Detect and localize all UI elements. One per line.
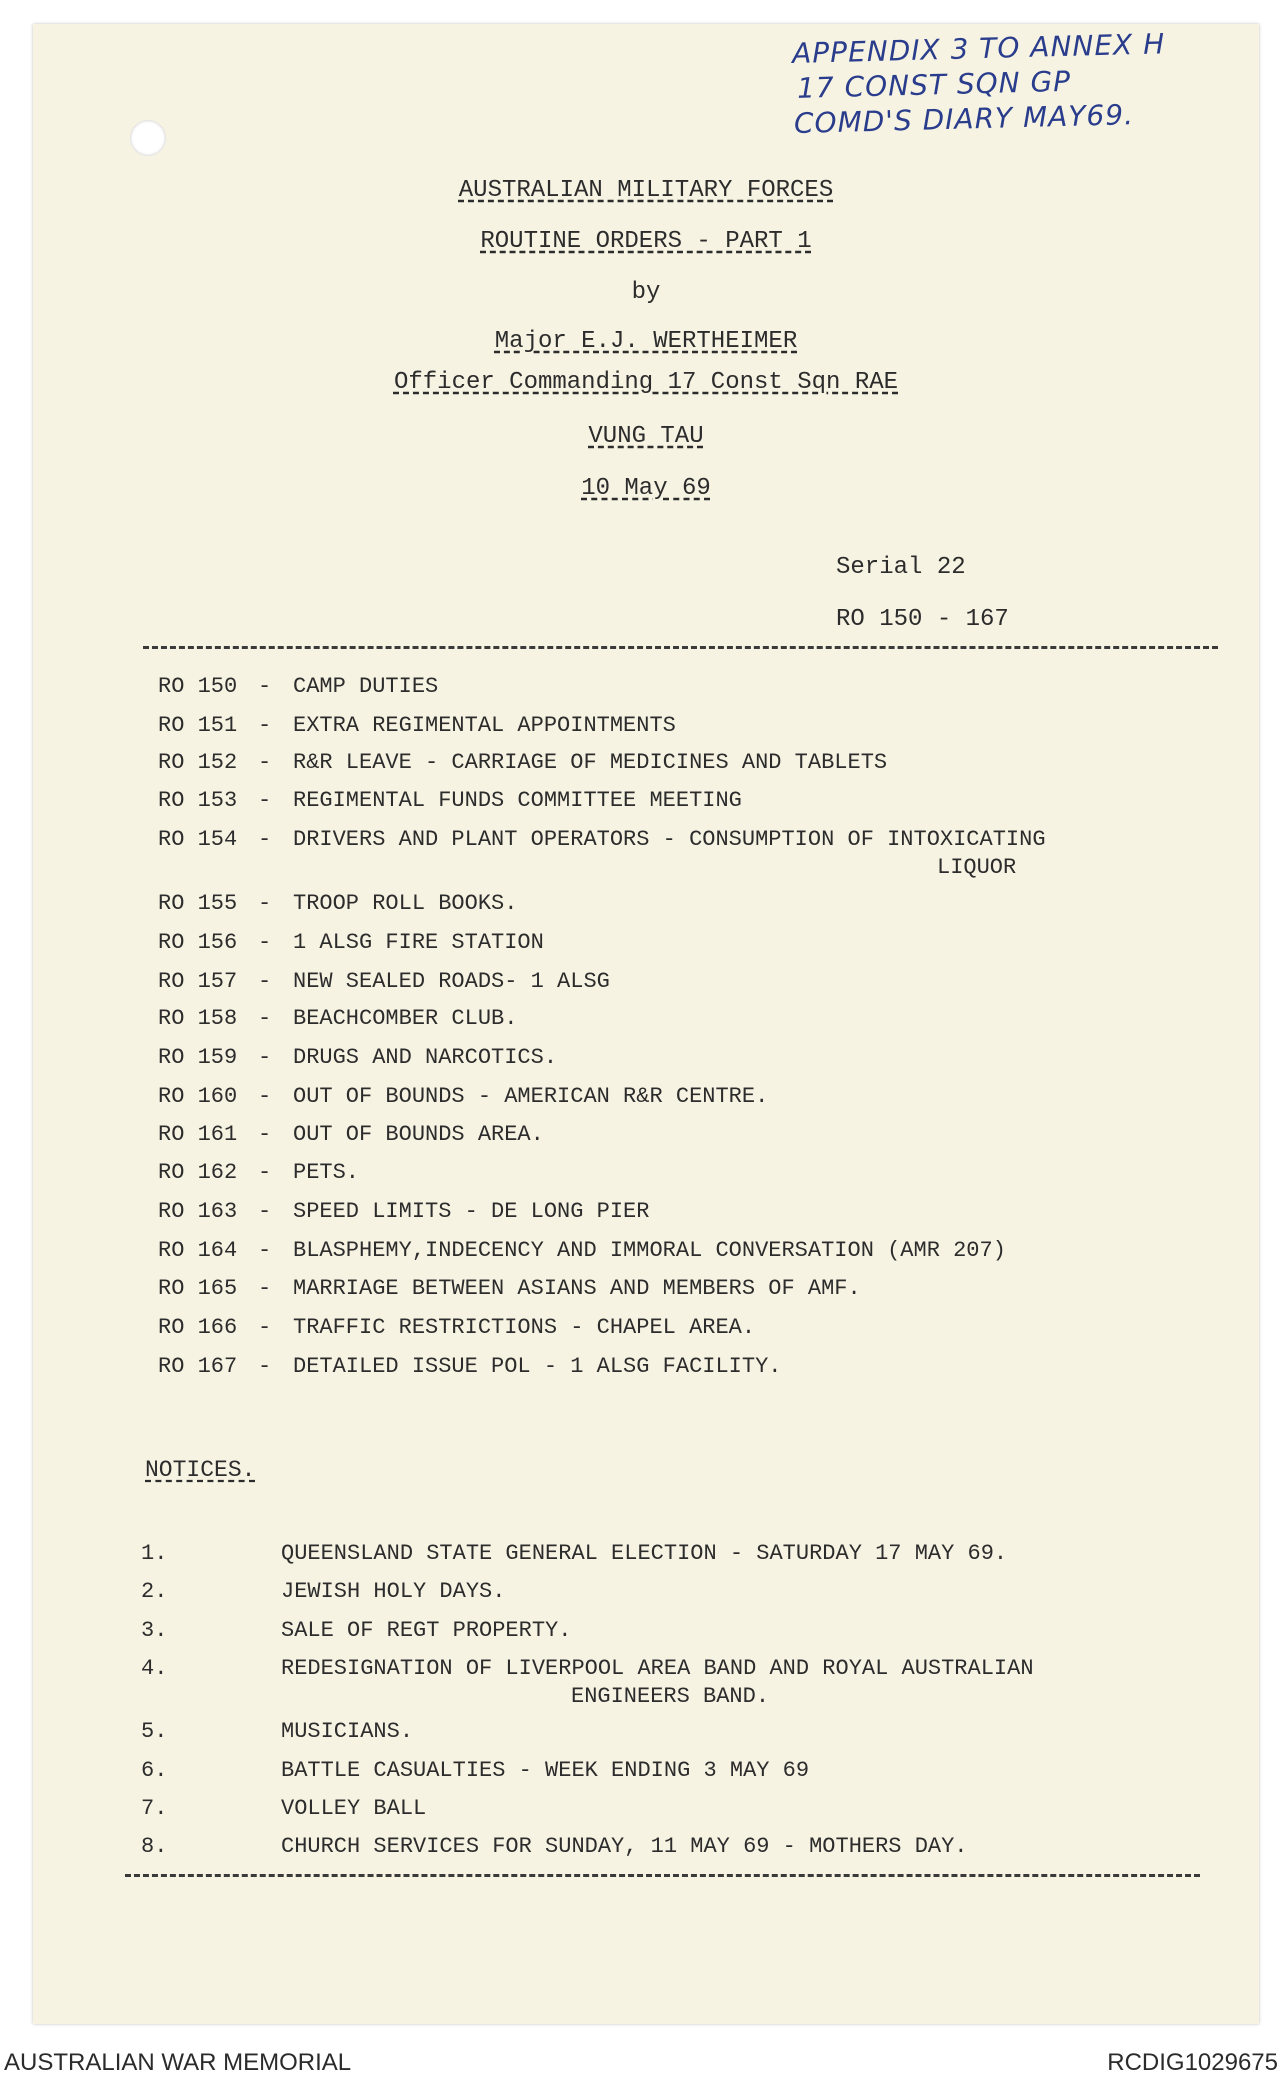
handwritten-annotation bbox=[792, 24, 1255, 141]
routine-order-number: RO 163 bbox=[158, 1199, 238, 1224]
document-page bbox=[33, 24, 1259, 2024]
notice-item bbox=[141, 1719, 1221, 1744]
annotation-line-1: APPENDIX 3 TO ANNEX H bbox=[791, 27, 1166, 71]
header-date: 10 May 69 bbox=[581, 475, 711, 502]
notice-item bbox=[141, 1579, 1221, 1604]
routine-order-number: RO 166 bbox=[158, 1315, 238, 1340]
separator-dash: - bbox=[258, 788, 272, 813]
routine-order-item bbox=[158, 891, 1218, 917]
notice-number: 1. bbox=[141, 1541, 168, 1566]
notice-number: 7. bbox=[141, 1796, 168, 1821]
routine-order-title: DRUGS AND NARCOTICS. bbox=[293, 1045, 558, 1070]
routine-order-item bbox=[158, 1354, 1218, 1380]
separator-dash: - bbox=[258, 827, 272, 852]
separator-dash: - bbox=[258, 1122, 272, 1147]
separator-dash: - bbox=[258, 1199, 272, 1224]
routine-order-item bbox=[158, 1045, 1218, 1071]
punch-hole bbox=[130, 120, 166, 156]
notice-title: REDESIGNATION OF LIVERPOOL AREA BAND AND ROYAL AUSTRALIAN bbox=[281, 1656, 1034, 1681]
routine-order-number: RO 160 bbox=[158, 1084, 238, 1109]
routine-order-title-continuation: LIQUOR bbox=[937, 855, 1017, 880]
routine-order-item bbox=[158, 1199, 1218, 1225]
routine-order-title: DRIVERS AND PLANT OPERATORS - CONSUMPTION OF INTOXICATING bbox=[293, 827, 1046, 852]
notice-number: 2. bbox=[141, 1579, 168, 1604]
routine-order-title: R&R LEAVE - CARRIAGE OF MEDICINES AND TABLETS bbox=[293, 750, 888, 775]
routine-order-number: RO 152 bbox=[158, 750, 238, 775]
routine-order-number: RO 165 bbox=[158, 1276, 238, 1301]
routine-order-item bbox=[158, 1315, 1218, 1341]
routine-order-title: BLASPHEMY,INDECENCY AND IMMORAL CONVERSATION (AMR 207) bbox=[293, 1238, 1006, 1263]
routine-order-number: RO 162 bbox=[158, 1160, 238, 1185]
separator-dash: - bbox=[258, 1160, 272, 1185]
routine-order-number: RO 157 bbox=[158, 969, 238, 994]
routine-order-title: BEACHCOMBER CLUB. bbox=[293, 1006, 518, 1031]
notice-item bbox=[141, 1834, 1221, 1859]
notice-number: 3. bbox=[141, 1618, 168, 1643]
notice-title-continuation: ENGINEERS BAND. bbox=[571, 1684, 770, 1709]
notice-item bbox=[141, 1656, 1221, 1681]
routine-order-item bbox=[158, 1276, 1218, 1302]
notice-item bbox=[141, 1796, 1221, 1821]
routine-order-title: 1 ALSG FIRE STATION bbox=[293, 930, 544, 955]
separator-dash: - bbox=[258, 713, 272, 738]
routine-order-item bbox=[158, 713, 1218, 739]
header-org: AUSTRALIAN MILITARY FORCES bbox=[458, 177, 834, 204]
notice-title: JEWISH HOLY DAYS. bbox=[281, 1579, 506, 1604]
routine-order-title: CAMP DUTIES bbox=[293, 674, 439, 699]
routine-order-number: RO 159 bbox=[158, 1045, 238, 1070]
notice-item bbox=[141, 1541, 1221, 1566]
routine-order-item bbox=[158, 788, 1218, 814]
separator-dash: - bbox=[258, 1045, 272, 1070]
routine-order-number: RO 164 bbox=[158, 1238, 238, 1263]
routine-order-title: DETAILED ISSUE POL - 1 ALSG FACILITY. bbox=[293, 1354, 782, 1379]
notice-number: 5. bbox=[141, 1719, 168, 1744]
separator-dash: - bbox=[258, 1315, 272, 1340]
routine-order-number: RO 158 bbox=[158, 1006, 238, 1031]
routine-order-number: RO 155 bbox=[158, 891, 238, 916]
notice-title: SALE OF REGT PROPERTY. bbox=[281, 1618, 572, 1643]
routine-order-title: OUT OF BOUNDS - AMERICAN R&R CENTRE. bbox=[293, 1084, 769, 1109]
separator-dash: - bbox=[258, 1354, 272, 1379]
routine-order-title: NEW SEALED ROADS- 1 ALSG bbox=[293, 969, 610, 994]
notice-item bbox=[141, 1758, 1221, 1783]
notice-title: VOLLEY BALL bbox=[281, 1796, 427, 1821]
separator-dash: - bbox=[258, 930, 272, 955]
header-role: Officer Commanding 17 Const Sqn RAE bbox=[393, 369, 899, 396]
routine-order-item bbox=[158, 750, 1218, 776]
routine-order-number: RO 167 bbox=[158, 1354, 238, 1379]
serial-range: RO 150 - 167 bbox=[836, 606, 1009, 633]
routine-order-number: RO 156 bbox=[158, 930, 238, 955]
annotation-line-3: COMD'S DIARY MAY69. bbox=[793, 98, 1135, 141]
routine-order-item bbox=[158, 1160, 1218, 1186]
routine-order-title: REGIMENTAL FUNDS COMMITTEE MEETING bbox=[293, 788, 742, 813]
notice-number: 6. bbox=[141, 1758, 168, 1783]
header-officer: Major E.J. WERTHEIMER bbox=[494, 328, 798, 355]
routine-order-item bbox=[158, 930, 1218, 956]
notice-item bbox=[141, 1618, 1221, 1643]
routine-order-title: OUT OF BOUNDS AREA. bbox=[293, 1122, 544, 1147]
routine-order-title: EXTRA REGIMENTAL APPOINTMENTS bbox=[293, 713, 676, 738]
header-by: by bbox=[631, 279, 661, 306]
notice-number: 4. bbox=[141, 1656, 168, 1681]
separator-dash: - bbox=[258, 1006, 272, 1031]
footer-source: AUSTRALIAN WAR MEMORIAL bbox=[4, 2049, 352, 2076]
top-divider bbox=[143, 646, 1218, 649]
routine-order-number: RO 150 bbox=[158, 674, 238, 699]
routine-order-item bbox=[158, 1006, 1218, 1032]
routine-order-title: MARRIAGE BETWEEN ASIANS AND MEMBERS OF AMF. bbox=[293, 1276, 861, 1301]
separator-dash: - bbox=[258, 969, 272, 994]
routine-order-title: SPEED LIMITS - DE LONG PIER bbox=[293, 1199, 650, 1224]
footer-id: RCDIG1029675 bbox=[1107, 2049, 1278, 2076]
routine-order-title: TRAFFIC RESTRICTIONS - CHAPEL AREA. bbox=[293, 1315, 756, 1340]
routine-order-item bbox=[158, 1122, 1218, 1148]
notice-number: 8. bbox=[141, 1834, 168, 1859]
routine-order-item bbox=[158, 1084, 1218, 1110]
separator-dash: - bbox=[258, 1084, 272, 1109]
routine-order-title: PETS. bbox=[293, 1160, 360, 1185]
bottom-divider bbox=[125, 1874, 1200, 1877]
routine-order-number: RO 161 bbox=[158, 1122, 238, 1147]
notice-title: MUSICIANS. bbox=[281, 1719, 414, 1744]
separator-dash: - bbox=[258, 891, 272, 916]
routine-order-item bbox=[158, 674, 1218, 700]
routine-order-number: RO 154 bbox=[158, 827, 238, 852]
header-title: ROUTINE ORDERS - PART 1 bbox=[480, 228, 812, 255]
notices-heading: NOTICES. bbox=[145, 1457, 256, 1483]
notice-title: CHURCH SERVICES FOR SUNDAY, 11 MAY 69 - MOTHERS DAY. bbox=[281, 1834, 968, 1859]
routine-order-number: RO 153 bbox=[158, 788, 238, 813]
notice-title: BATTLE CASUALTIES - WEEK ENDING 3 MAY 69 bbox=[281, 1758, 810, 1783]
annotation-line-2: 17 CONST SQN GP bbox=[796, 64, 1072, 105]
routine-order-item bbox=[158, 969, 1218, 995]
routine-order-item bbox=[158, 1238, 1218, 1264]
separator-dash: - bbox=[258, 674, 272, 699]
routine-order-number: RO 151 bbox=[158, 713, 238, 738]
serial-number: Serial 22 bbox=[836, 554, 966, 581]
separator-dash: - bbox=[258, 750, 272, 775]
separator-dash: - bbox=[258, 1238, 272, 1263]
routine-order-title: TROOP ROLL BOOKS. bbox=[293, 891, 518, 916]
header-location: VUNG TAU bbox=[588, 423, 704, 450]
separator-dash: - bbox=[258, 1276, 272, 1301]
notice-title: QUEENSLAND STATE GENERAL ELECTION - SATURDAY 17 MAY 69. bbox=[281, 1541, 1008, 1566]
routine-order-item bbox=[158, 827, 1218, 853]
